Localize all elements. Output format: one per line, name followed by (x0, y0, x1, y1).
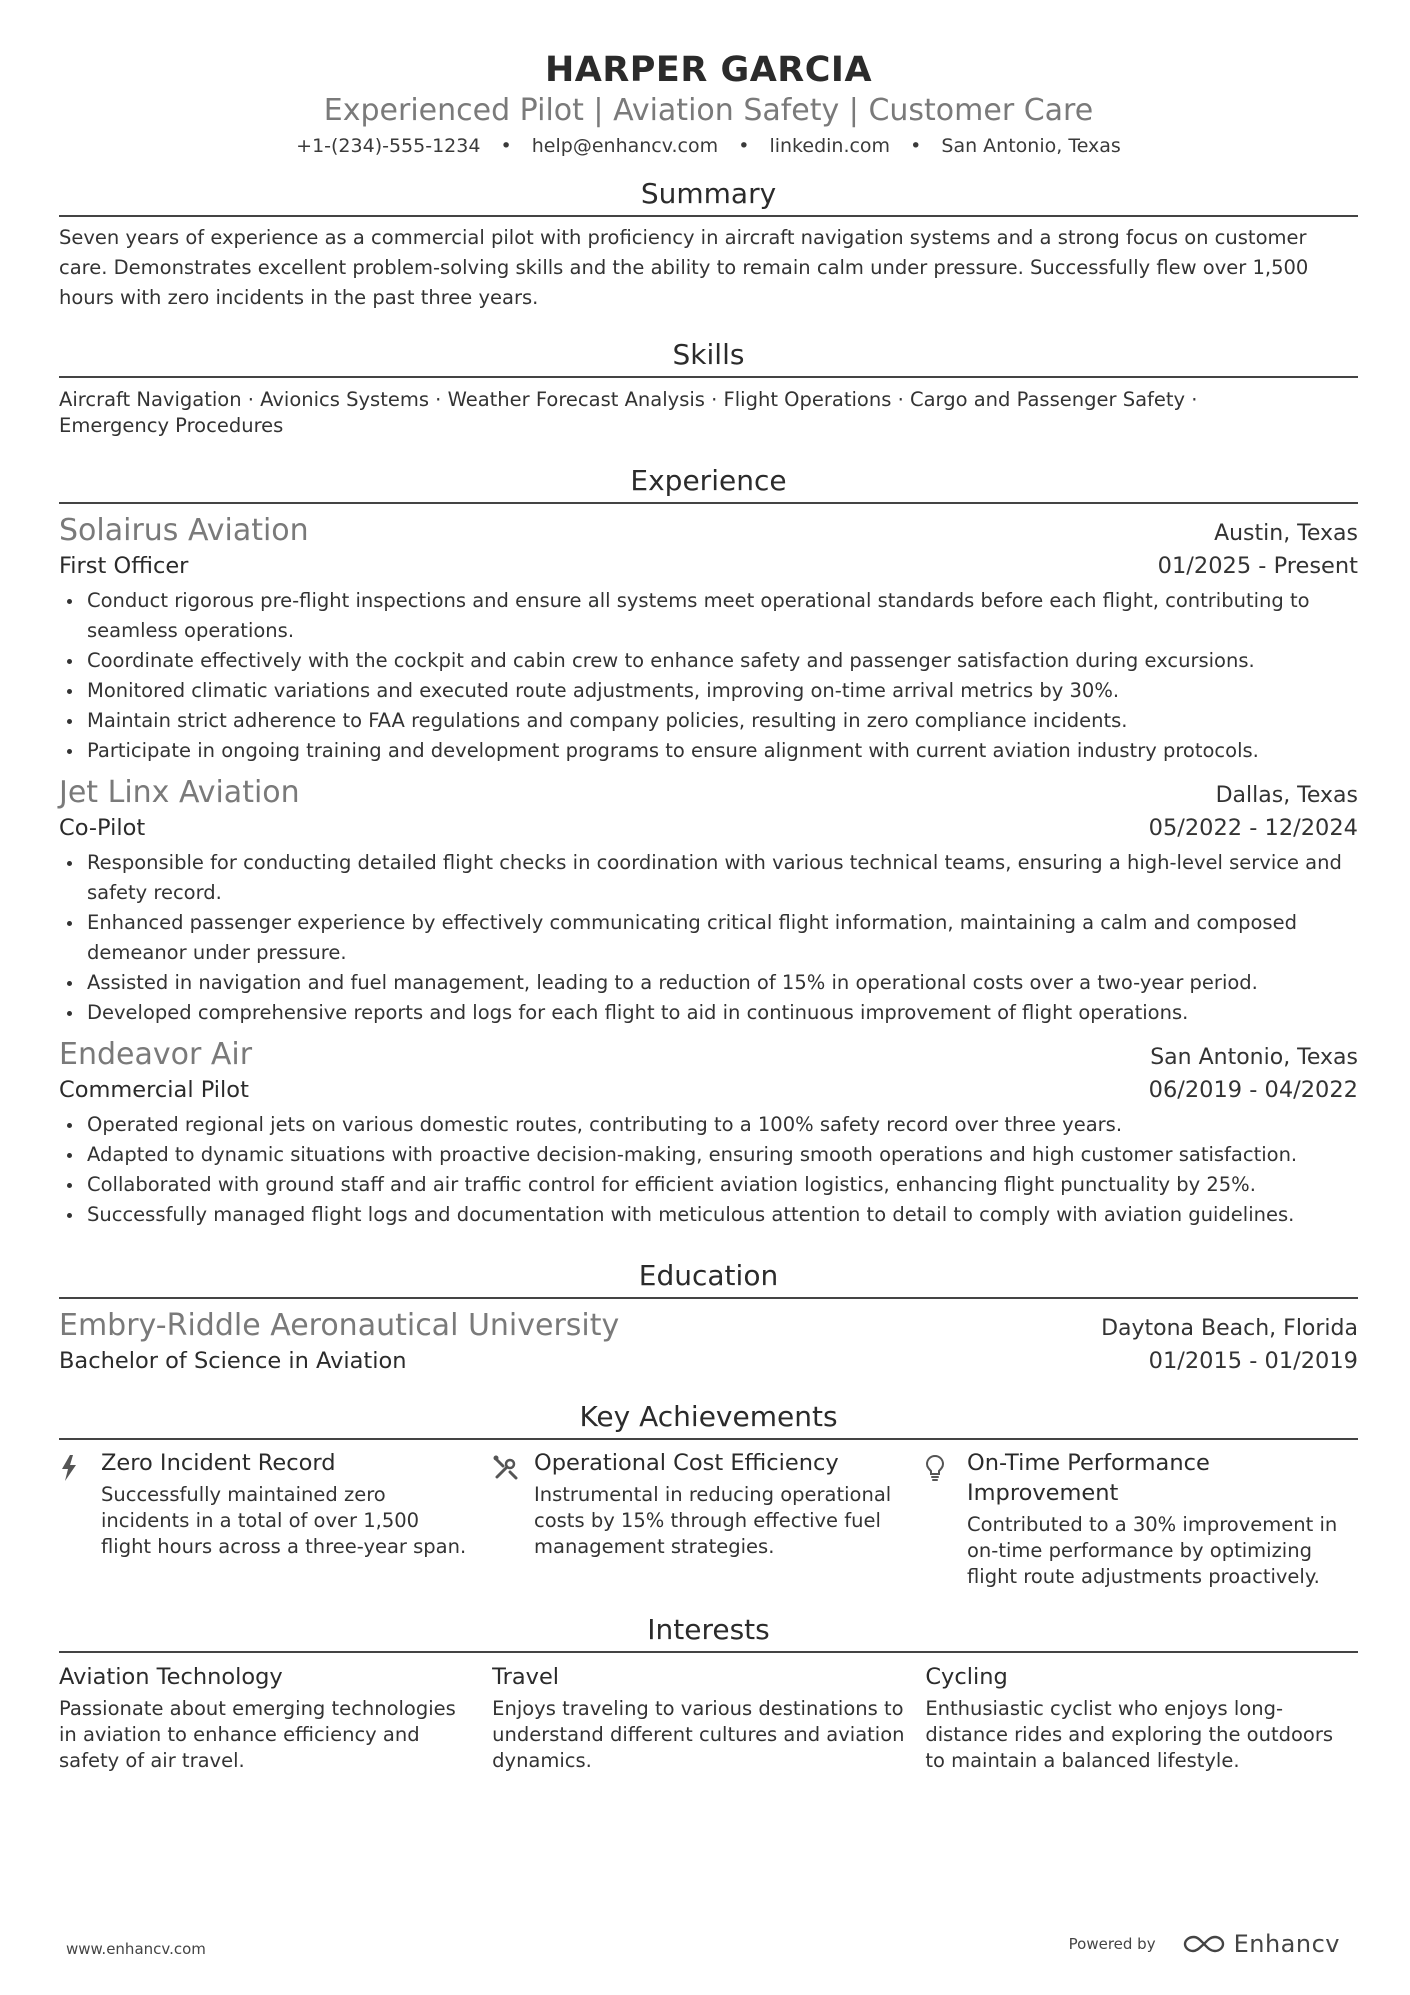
bullet-item: Developed comprehensive reports and logs for each flight to aid in continuous improvement of flight operations. (87, 998, 1358, 1028)
brand-name: Enhancv (1233, 1930, 1340, 1958)
candidate-headline: Experienced Pilot | Aviation Safety | Customer Care (323, 93, 1094, 128)
skills-section (59, 337, 1358, 439)
bullet-item: Successfully managed flight logs and documentation with meticulous attention to detail to comply with aviation guidelines. (87, 1200, 1358, 1230)
interests-section (59, 1612, 1358, 1774)
school-name: Embry-Riddle Aeronautical University (59, 1308, 620, 1343)
achievement-item (492, 1448, 925, 1590)
section-title-skills: Skills (59, 337, 1358, 378)
interest-description: Enjoys traveling to various destinations to understand different cultures and aviation dynamics. (492, 1697, 905, 1772)
experience-section (59, 463, 1358, 1230)
achievement-description: Successfully maintained zero incidents in a total of over 1,500 flight hours across a three-year span. (101, 1483, 467, 1558)
job-title: Co-Pilot (59, 815, 146, 841)
skills-list (59, 387, 1358, 439)
bullet-item: Coordinate effectively with the cockpit and cabin crew to enhance safety and passenger satisfaction during excursions. (87, 646, 1358, 676)
education-entry (59, 1307, 1358, 1377)
tools-icon (492, 1448, 534, 1590)
job-bullets (59, 1110, 1358, 1230)
achievement-item (59, 1448, 492, 1590)
interest-item (59, 1661, 492, 1774)
education-dates: 01/2015 - 01/2019 (1148, 1348, 1358, 1374)
footer-branding[interactable] (1069, 1930, 1340, 1958)
school-location: Daytona Beach, Florida (1101, 1316, 1358, 1341)
section-title-interests: Interests (59, 1612, 1358, 1653)
skills-line: Emergency Procedures (59, 414, 284, 437)
job-dates: 06/2019 - 04/2022 (1148, 1077, 1358, 1103)
interest-title: Cycling (925, 1664, 1008, 1690)
job-dates: 05/2022 - 12/2024 (1148, 815, 1358, 841)
job-location: San Antonio, Texas (1150, 1045, 1358, 1070)
summary-section (59, 176, 1358, 313)
achievement-description: Contributed to a 30% improvement in on-time performance by optimizing flight route adjustments proactively. (967, 1513, 1338, 1588)
bullet-item: Maintain strict adherence to FAA regulations and company policies, resulting in zero compliance incidents. (87, 706, 1358, 736)
achievement-title: Operational Cost Efficiency (534, 1450, 839, 1476)
bullet-item: Operated regional jets on various domestic routes, contributing to a 100% safety record over three years. (87, 1110, 1358, 1140)
job-bullets (59, 586, 1358, 766)
experience-entry (59, 512, 1358, 766)
contact-separator: • (500, 135, 512, 157)
powered-by-label: Powered by (1068, 1935, 1156, 1953)
experience-entry (59, 1036, 1358, 1230)
contact-location: San Antonio, Texas (941, 135, 1121, 157)
company-name: Jet Linx Aviation (59, 775, 300, 810)
resume-header (59, 48, 1358, 160)
job-title: First Officer (59, 553, 189, 579)
job-dates: 01/2025 - Present (1157, 553, 1358, 579)
contact-email[interactable]: help@enhancv.com (531, 135, 719, 157)
section-title-achievements: Key Achievements (59, 1399, 1358, 1440)
contact-line (59, 132, 1358, 160)
resume-page (59, 48, 1358, 1774)
interest-title: Travel (492, 1664, 560, 1690)
job-title: Commercial Pilot (59, 1077, 249, 1103)
summary-text: Seven years of experience as a commercial pilot with proficiency in aircraft navigation systems and a strong focus on customer care. Demonstrates excellent problem-solving skills and the ability to remain calm under pressure. Successfully flew over 1,500 hours with zero incidents in the past three years. (59, 226, 1309, 309)
interest-item (925, 1661, 1358, 1774)
contact-linkedin[interactable]: linkedin.com (769, 135, 891, 157)
bullet-item: Conduct rigorous pre-flight inspections and ensure all systems meet operational standards before each flight, contributing to seamless operations. (87, 586, 1358, 646)
contact-phone[interactable]: +1-(234)-555-1234 (296, 135, 481, 157)
lightbulb-icon (925, 1448, 967, 1590)
interests-grid (59, 1661, 1358, 1774)
job-location: Dallas, Texas (1215, 783, 1358, 808)
experience-entry (59, 774, 1358, 1028)
bullet-item: Monitored climatic variations and executed route adjustments, improving on-time arrival metrics by 30%. (87, 676, 1358, 706)
footer-website[interactable]: www.enhancv.com (66, 1940, 206, 1958)
section-title-experience: Experience (59, 463, 1358, 504)
job-bullets (59, 848, 1358, 1028)
contact-separator: • (738, 135, 750, 157)
interest-description: Passionate about emerging technologies in aviation to enhance efficiency and safety of air travel. (59, 1697, 456, 1772)
achievement-description: Instrumental in reducing operational costs by 15% through effective fuel management strategies. (534, 1483, 892, 1558)
bullet-item: Responsible for conducting detailed flight checks in coordination with various technical teams, ensuring a high-level service and safety record. (87, 848, 1358, 908)
interest-description: Enthusiastic cyclist who enjoys long-distance rides and exploring the outdoors to maintain a balanced lifestyle. (925, 1697, 1334, 1772)
bullet-item: Participate in ongoing training and development programs to ensure alignment with current aviation industry protocols. (87, 736, 1358, 766)
lightning-icon (59, 1448, 101, 1590)
achievements-section (59, 1399, 1358, 1590)
achievement-item (925, 1448, 1358, 1590)
job-location: Austin, Texas (1214, 521, 1358, 546)
bullet-item: Adapted to dynamic situations with proactive decision-making, ensuring smooth operations and high customer satisfaction. (87, 1140, 1358, 1170)
achievement-title: On-Time Performance Improvement (967, 1450, 1210, 1506)
contact-separator: • (910, 135, 922, 157)
interest-item (492, 1661, 925, 1774)
company-name: Endeavor Air (59, 1037, 253, 1072)
skills-line: Aircraft Navigation · Avionics Systems · Weather Forecast Analysis · Flight Operations · Cargo and Passenger Safety · (59, 388, 1198, 411)
section-title-education: Education (59, 1258, 1358, 1299)
degree-name: Bachelor of Science in Aviation (59, 1348, 407, 1374)
bullet-item: Assisted in navigation and fuel management, leading to a reduction of 15% in operational costs over a two-year period. (87, 968, 1358, 998)
achievements-grid (59, 1448, 1358, 1590)
company-name: Solairus Aviation (59, 513, 309, 548)
bullet-item: Collaborated with ground staff and air traffic control for efficient aviation logistics, enhancing flight punctuality by 25%. (87, 1170, 1358, 1200)
candidate-name: HARPER GARCIA (544, 50, 873, 90)
achievement-title: Zero Incident Record (101, 1450, 336, 1476)
bullet-item: Enhanced passenger experience by effectively communicating critical flight information, maintaining a calm and composed demeanor under pressure. (87, 908, 1358, 968)
education-section (59, 1258, 1358, 1377)
section-title-summary: Summary (59, 176, 1358, 217)
interest-title: Aviation Technology (59, 1664, 283, 1690)
enhancv-logo-icon (1182, 1933, 1226, 1955)
